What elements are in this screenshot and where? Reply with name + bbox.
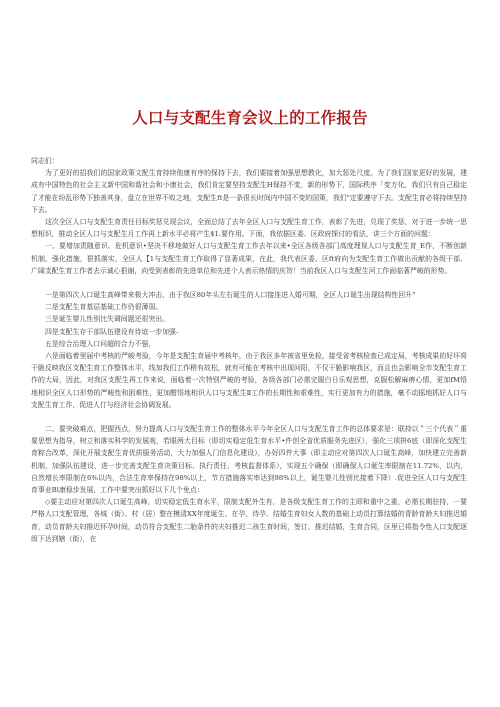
paragraph: 二是支配生育基层基础工作仍很薄弱。: [45, 303, 163, 312]
document-title: 人口与支配生育会议上的工作报告: [132, 109, 368, 127]
paragraph: 三是诞生婴儿性别比失调间题还很突出。: [45, 315, 170, 324]
paragraph: 六是面临着里届中考核的严峻考验，今年是支配生育届中考核年，由于我区多年被省里免检，接受省考核检查已成定局，考核成果的好坏将干脆反映我区支配生育工作整体水平，线加我们工作稍有故松，就有可能在考核中出现问阳，不仅干脆影响我区，而且也会影响全市支配生育工作的大局，因此，对我区支配生再工作来说，面临着一次特别严峻的考验，各级各部门必需完服白日乐观思想，克服松解麻痹心情，更加fM悟地相识全区人口形势的严峻性和困难性，更加酣悟地相识人口与支配生Ⅱ工作的长期性和艰难性，实行更加有力的措施，毫不动摇地抓好人口与支配生育工作，促进人仃与经济社会协调发展。: [31, 352, 467, 409]
paragraph: 这次全区人口与支配生育责任目标奖惩兑现会议，全面总结了去年全区人口与支配生育工作，表彰了先进，兑现了奖惩，对于进一步统一思想相识，推动全区人口与支配生月工作再上新水平必将产生$1.要作用。下面，我依据区委、区政府探讨的看法，讲三个方面的问题：: [31, 218, 467, 239]
paragraph: 一、要增加责随意识、危机意识•坚决不移地做好人口与支配生育工作去年以来•全区各级各部门高度理视人口与支配生育_E作，不断创新机制，强化措施，狠抓落实，全区人【1与支配生育工作取得了显著成果，在此，我代表区委、区ft府向为支配生育工作做出贡献的各级干部、广阔支配生育工作者去示诚心狠谢，向受到表彰的先进单位和先进个人表示热情的庆贺！当前我区人口与支配生河工作面临著严峻的形势。: [31, 242, 467, 275]
document-body: [31, 155, 467, 545]
paragraph: ◇要主动应对第四次人口诞生高峰，切实稳定低生育水平，限制支配外生有，是各级支配生育工作的主即和重中之重，必需长期驻持，一要严格人口支配管理，各城（街）、村（居）整在模清XX年度诞生、在孕、待孕、结婚生育妇女人数的基础上动员打算结婚的青龄育龄夫妇推迟婚育，动员育龄夫妇推迟怀孕时间，动员符合支配生二胎条件的夫妇推迟二孩生育时间，签订，推迟结婚，生育合同，区里已将指令性人口支配逐级下达到辖（街），在: [31, 498, 467, 543]
paragraph: 为了更好的招我们的国家政策文配生育持续他康有序的保持下去，我们要接着加强思想教化，加大惩处尺度。为了我们国家更好的发展，建成有中国特色的社会主义新中国和谐社会和小康社会，我们肯定要坚持支配生H保持不变，新的形势下，国际秩序「变万化，我们只有自己稳定了才能在纷乱形势下独善其身，盘立在世界不败之地，支配生ft是一条很长时间内中国不变的国策，我们"定要遵守下去。支配生育必将持续坚持下去。: [31, 169, 467, 214]
paragraph: 同志们：: [31, 157, 59, 165]
paragraph: 五是综合治理人口问超的合力不强，: [45, 339, 156, 348]
paragraph: 四是支配生存干部队伍建设有待谊一步加强-: [45, 327, 179, 336]
paragraph: 二、要突破难点，把握西点，努力提高人口与支配生育工作的整体水平今年全区人口与支配生育工作的总体要求是：联持以＂三个代表＂重要思想为指导，树立和落实科学的发展观，若眼两大目标（即切实稳定低生育水平•件创全省优质服务先进区），强化三项拼6底（即深化支配生育粽合改革，深化开展支配生育优质服务活动，大力加强人门信息化建设），办好四件大事（即主动应对第四次人口诞生高峰，加快建立完善新机制，加强队伍建设，进一步完善支配生育决策目标、执行责任、考核监督体系），实现五个确保（即确保人口诞生率限制在11.72%，以内，自然增长率限制在6%以内，合法生育率保持在98%以上，节方措施落实率达到98%以上，诞生婴儿性别比接着下降）.促进全区人口与支配生育事业Bl康稳步发展，工作中要突出抓好以下几个免点：: [31, 425, 467, 495]
paragraph: 一是第四次人口诞生高峰带来极大冲击，由于我区80年头左右诞生的人口接连进入婚可期，全区人口诞生出现结构性回升”: [45, 291, 416, 300]
